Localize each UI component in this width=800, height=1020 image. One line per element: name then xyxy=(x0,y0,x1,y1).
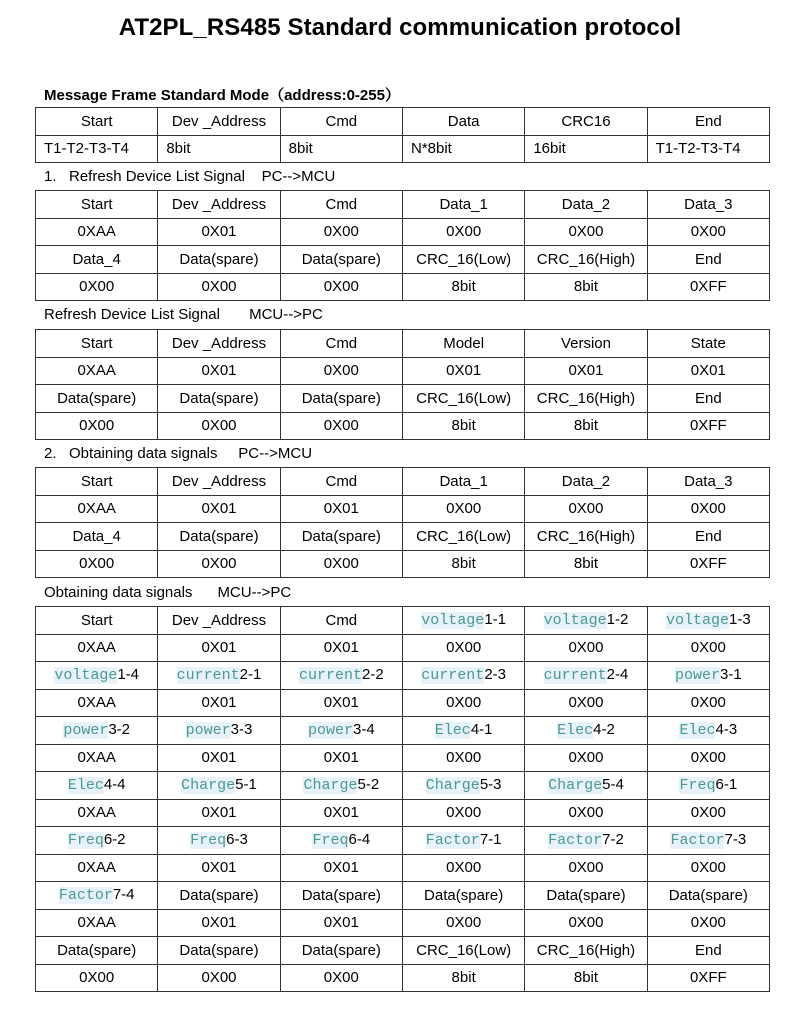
table-cell: Data(spare) xyxy=(158,246,280,274)
field-index: 1-1 xyxy=(484,611,506,629)
table-cell: CRC16 xyxy=(525,108,647,136)
table-cell: Data(spare) xyxy=(158,882,280,910)
table-cell: Data(spare) xyxy=(525,882,647,910)
field-index: 3-1 xyxy=(719,666,742,684)
table-cell: Data_1 xyxy=(402,191,524,219)
table-cell: 0X00 xyxy=(525,218,647,246)
field-name: power xyxy=(63,722,109,740)
field-index: 2-2 xyxy=(361,666,384,684)
table-cell: Cmd xyxy=(280,108,402,136)
table-cell: 0X00 xyxy=(158,964,280,992)
field-name: power xyxy=(307,722,353,740)
frame-table xyxy=(35,107,770,163)
table-cell: Data(spare) xyxy=(36,385,158,413)
table-cell: 0X00 xyxy=(402,799,524,827)
table-cell: 8bit xyxy=(158,135,280,163)
table-cell: 0X00 xyxy=(647,689,769,717)
table-cell: 16bit xyxy=(525,135,647,163)
field-name: Charge xyxy=(425,777,480,795)
field-name: voltage xyxy=(54,667,118,685)
table-row xyxy=(36,827,770,855)
table-cell: 0X01 xyxy=(280,909,402,937)
field-index: 2-4 xyxy=(606,666,629,684)
table-cell: CRC_16(High) xyxy=(525,523,647,551)
field-index: 4-4 xyxy=(103,776,126,794)
field-name: voltage xyxy=(421,612,485,630)
table-cell: 8bit xyxy=(525,412,647,440)
table-cell: Data(spare) xyxy=(280,385,402,413)
table-cell xyxy=(280,662,402,690)
table-cell: 0XAA xyxy=(36,634,158,662)
table-cell: 0X00 xyxy=(280,550,402,578)
table-cell: CRC_16(High) xyxy=(525,937,647,965)
table-cell: Dev _Address xyxy=(158,330,280,358)
table-cell: End xyxy=(647,937,769,965)
table-row xyxy=(36,108,770,136)
table-cell: Model xyxy=(402,330,524,358)
table-cell: Data_3 xyxy=(647,468,769,496)
table-cell xyxy=(402,827,524,855)
table-row xyxy=(36,717,770,745)
table-cell: Data(spare) xyxy=(280,882,402,910)
table-cell: Dev _Address xyxy=(158,108,280,136)
table-cell: 0X00 xyxy=(402,218,524,246)
table-cell: 0X01 xyxy=(158,744,280,772)
table-cell xyxy=(158,772,280,800)
table-cell xyxy=(525,827,647,855)
table-cell: Data(spare) xyxy=(36,937,158,965)
field-name: Freq xyxy=(312,832,349,850)
field-index: 1-4 xyxy=(117,666,140,684)
table-row xyxy=(36,799,770,827)
table-cell: 0X01 xyxy=(280,854,402,882)
table-cell: Start xyxy=(36,330,158,358)
table-cell: Start xyxy=(36,607,158,635)
table-cell: 0X00 xyxy=(647,799,769,827)
table-cell xyxy=(36,717,158,745)
table-cell: 0X01 xyxy=(158,689,280,717)
table-cell: 0XAA xyxy=(36,744,158,772)
table-row xyxy=(36,662,770,690)
table-cell: Data(spare) xyxy=(158,523,280,551)
table-cell: Start xyxy=(36,108,158,136)
table-cell: Dev _Address xyxy=(158,191,280,219)
field-index: 3-3 xyxy=(230,721,253,739)
table-cell: 8bit xyxy=(525,273,647,301)
table-cell: Cmd xyxy=(280,191,402,219)
table-cell xyxy=(280,827,402,855)
table-cell: 0XAA xyxy=(36,909,158,937)
table-cell: T1-T2-T3-T4 xyxy=(36,135,158,163)
table-cell: Version xyxy=(525,330,647,358)
field-index: 5-1 xyxy=(235,776,257,794)
field-index: 6-4 xyxy=(348,831,371,849)
field-index: 7-3 xyxy=(724,831,747,849)
table-cell: 0X01 xyxy=(280,689,402,717)
table-row xyxy=(36,385,770,413)
table-cell xyxy=(36,772,158,800)
table-cell: 0X00 xyxy=(36,964,158,992)
table-cell: 0X00 xyxy=(158,412,280,440)
table-cell: Data_4 xyxy=(36,523,158,551)
field-index: 7-4 xyxy=(112,886,135,904)
table-cell: 0XAA xyxy=(36,689,158,717)
table-row xyxy=(36,689,770,717)
table-cell: Data xyxy=(402,108,524,136)
table-cell: 0X00 xyxy=(647,854,769,882)
refresh-pc-to-mcu-table xyxy=(35,190,770,301)
table-row xyxy=(36,468,770,496)
table-cell xyxy=(525,717,647,745)
table-cell: 0X00 xyxy=(158,273,280,301)
field-name: Freq xyxy=(67,832,104,850)
table-cell xyxy=(36,662,158,690)
table-cell: 0X01 xyxy=(158,799,280,827)
table-row xyxy=(36,634,770,662)
field-index: 7-2 xyxy=(602,831,624,849)
table-cell: 0X00 xyxy=(280,273,402,301)
table-cell: 0XFF xyxy=(647,412,769,440)
section-caption: Obtaining data signals MCU-->PC xyxy=(44,584,292,601)
table-cell: Start xyxy=(36,468,158,496)
table-row xyxy=(36,357,770,385)
table-cell: Start xyxy=(36,191,158,219)
table-cell: State xyxy=(647,330,769,358)
field-index: 3-2 xyxy=(108,721,131,739)
table-cell: Data_1 xyxy=(402,468,524,496)
table-row xyxy=(36,937,770,965)
table-cell: 0X00 xyxy=(647,909,769,937)
table-cell: 0X01 xyxy=(158,357,280,385)
table-cell: 0XAA xyxy=(36,799,158,827)
table-row xyxy=(36,854,770,882)
table-cell: 8bit xyxy=(525,550,647,578)
field-index: 5-3 xyxy=(479,776,502,794)
field-name: Factor xyxy=(58,887,113,905)
field-name: current xyxy=(298,667,362,685)
table-cell: Cmd xyxy=(280,468,402,496)
table-cell: 0X00 xyxy=(525,854,647,882)
table-cell: 0X00 xyxy=(525,495,647,523)
table-cell: CRC_16(Low) xyxy=(402,385,524,413)
table-cell: 0X00 xyxy=(525,689,647,717)
table-cell: Data_3 xyxy=(647,191,769,219)
table-row xyxy=(36,772,770,800)
field-name: Charge xyxy=(303,777,358,795)
table-cell: 0XFF xyxy=(647,964,769,992)
table-cell: 0XAA xyxy=(36,495,158,523)
frame-caption: Message Frame Standard Mode（address:0-255） xyxy=(44,87,400,104)
field-name: voltage xyxy=(665,612,729,630)
table-cell: Data(spare) xyxy=(280,937,402,965)
table-cell: Data(spare) xyxy=(647,882,769,910)
table-cell: 0XAA xyxy=(36,218,158,246)
field-index: 5-2 xyxy=(357,776,380,794)
table-cell: 0X01 xyxy=(525,357,647,385)
table-cell: Cmd xyxy=(280,607,402,635)
table-cell xyxy=(647,772,769,800)
table-cell: 0X00 xyxy=(36,550,158,578)
table-cell xyxy=(280,717,402,745)
table-cell: 0X00 xyxy=(402,634,524,662)
table-cell: 0X00 xyxy=(402,854,524,882)
field-index: 1-2 xyxy=(606,611,629,629)
field-name: Freq xyxy=(190,832,227,850)
field-name: Charge xyxy=(181,777,236,795)
table-cell xyxy=(525,772,647,800)
table-row xyxy=(36,191,770,219)
table-cell: CRC_16(Low) xyxy=(402,937,524,965)
table-cell: CRC_16(High) xyxy=(525,385,647,413)
table-cell: 0XFF xyxy=(647,550,769,578)
table-cell xyxy=(647,827,769,855)
table-cell: 0X00 xyxy=(36,273,158,301)
table-row xyxy=(36,909,770,937)
obtain-pc-to-mcu-table xyxy=(35,467,770,578)
table-cell: 0X01 xyxy=(280,799,402,827)
table-cell: Data_2 xyxy=(525,191,647,219)
table-cell: Dev _Address xyxy=(158,607,280,635)
table-cell: 0X00 xyxy=(280,964,402,992)
table-cell: 0X00 xyxy=(525,634,647,662)
table-cell: 0X00 xyxy=(402,495,524,523)
table-cell: 8bit xyxy=(280,135,402,163)
table-cell: Cmd xyxy=(280,330,402,358)
field-index: 4-3 xyxy=(715,721,738,739)
table-row xyxy=(36,412,770,440)
table-row xyxy=(36,135,770,163)
table-cell: 0X01 xyxy=(402,357,524,385)
table-cell: Dev _Address xyxy=(158,468,280,496)
table-cell: Data(spare) xyxy=(280,523,402,551)
document-title: AT2PL_RS485 Standard communication protocol xyxy=(118,14,682,41)
table-cell xyxy=(402,662,524,690)
table-row xyxy=(36,218,770,246)
table-row xyxy=(36,607,770,635)
table-cell: Data_4 xyxy=(36,246,158,274)
table-cell xyxy=(36,827,158,855)
table-cell: Data(spare) xyxy=(402,882,524,910)
table-cell: CRC_16(High) xyxy=(525,246,647,274)
section-caption: Refresh Device List Signal MCU-->PC xyxy=(44,306,323,323)
field-name: Factor xyxy=(425,832,480,850)
table-cell: 0X01 xyxy=(280,495,402,523)
table-cell xyxy=(158,827,280,855)
table-cell: Data_2 xyxy=(525,468,647,496)
table-cell: 8bit xyxy=(402,964,524,992)
table-cell: 0X00 xyxy=(525,799,647,827)
field-name: Freq xyxy=(679,777,716,795)
table-cell: 0X01 xyxy=(158,218,280,246)
field-index: 5-4 xyxy=(602,776,624,794)
table-cell: 8bit xyxy=(402,412,524,440)
table-row xyxy=(36,495,770,523)
table-cell: Data(spare) xyxy=(158,385,280,413)
field-name: current xyxy=(176,667,240,685)
table-cell xyxy=(402,772,524,800)
table-cell: End xyxy=(647,246,769,274)
table-cell: 0X00 xyxy=(402,909,524,937)
table-cell xyxy=(280,772,402,800)
table-cell: 0X00 xyxy=(158,550,280,578)
field-name: current xyxy=(421,667,485,685)
table-cell: CRC_16(Low) xyxy=(402,523,524,551)
refresh-mcu-to-pc-table xyxy=(35,329,770,440)
table-cell: End xyxy=(647,523,769,551)
field-name: power xyxy=(674,667,720,685)
field-name: Elec xyxy=(557,722,594,740)
table-row xyxy=(36,523,770,551)
field-index: 4-1 xyxy=(470,721,493,739)
field-index: 6-1 xyxy=(715,776,738,794)
table-cell xyxy=(525,607,647,635)
table-cell: 0X01 xyxy=(647,357,769,385)
table-cell xyxy=(158,717,280,745)
table-cell: 0XAA xyxy=(36,357,158,385)
field-index: 6-3 xyxy=(226,831,248,849)
table-cell: 0X01 xyxy=(158,634,280,662)
field-name: power xyxy=(185,722,231,740)
table-cell: 0X00 xyxy=(36,412,158,440)
field-index: 2-3 xyxy=(484,666,506,684)
obtain-mcu-to-pc-table xyxy=(35,606,770,992)
table-cell: 0XAA xyxy=(36,854,158,882)
table-cell xyxy=(158,662,280,690)
table-cell: 0X00 xyxy=(280,357,402,385)
table-row xyxy=(36,273,770,301)
table-cell: T1-T2-T3-T4 xyxy=(647,135,769,163)
table-cell: 0X00 xyxy=(525,909,647,937)
field-name: Factor xyxy=(670,832,725,850)
field-name: Elec xyxy=(434,722,471,740)
table-row xyxy=(36,882,770,910)
field-name: Charge xyxy=(548,777,603,795)
table-cell: 0X01 xyxy=(158,854,280,882)
table-cell xyxy=(647,607,769,635)
table-cell: 0X00 xyxy=(280,218,402,246)
table-cell xyxy=(36,882,158,910)
table-cell xyxy=(402,717,524,745)
table-cell: End xyxy=(647,108,769,136)
table-cell: 0X00 xyxy=(647,744,769,772)
table-cell: 0X00 xyxy=(525,744,647,772)
table-cell xyxy=(647,662,769,690)
table-row xyxy=(36,744,770,772)
field-name: Factor xyxy=(548,832,603,850)
field-index: 2-1 xyxy=(239,666,262,684)
table-cell: N*8bit xyxy=(402,135,524,163)
table-cell: 0X00 xyxy=(280,412,402,440)
table-cell: 0X01 xyxy=(158,495,280,523)
table-row xyxy=(36,964,770,992)
table-cell: CRC_16(Low) xyxy=(402,246,524,274)
table-cell: 0X01 xyxy=(158,909,280,937)
table-cell: 0X00 xyxy=(402,744,524,772)
field-index: 6-2 xyxy=(103,831,126,849)
section-caption: 2. Obtaining data signals PC-->MCU xyxy=(44,445,313,462)
table-cell: 8bit xyxy=(402,273,524,301)
table-cell: 8bit xyxy=(402,550,524,578)
table-cell xyxy=(402,607,524,635)
table-cell: 0X00 xyxy=(647,634,769,662)
table-cell: 0X00 xyxy=(402,689,524,717)
table-cell: 0X00 xyxy=(647,495,769,523)
table-cell xyxy=(525,662,647,690)
field-index: 1-3 xyxy=(728,611,751,629)
field-index: 4-2 xyxy=(593,721,615,739)
field-name: voltage xyxy=(543,612,607,630)
table-cell: 0XFF xyxy=(647,273,769,301)
field-name: current xyxy=(543,667,607,685)
table-cell: End xyxy=(647,385,769,413)
table-cell xyxy=(647,717,769,745)
table-row xyxy=(36,246,770,274)
table-row xyxy=(36,330,770,358)
table-cell: Data(spare) xyxy=(280,246,402,274)
field-index: 3-4 xyxy=(352,721,375,739)
table-cell: 0X00 xyxy=(647,218,769,246)
table-cell: 0X01 xyxy=(280,634,402,662)
section-caption: 1. Refresh Device List Signal PC-->MCU xyxy=(44,168,336,185)
table-cell: Data(spare) xyxy=(158,937,280,965)
table-cell: 8bit xyxy=(525,964,647,992)
table-cell: 0X01 xyxy=(280,744,402,772)
field-index: 7-1 xyxy=(479,831,502,849)
field-name: Elec xyxy=(67,777,104,795)
field-name: Elec xyxy=(679,722,716,740)
table-row xyxy=(36,550,770,578)
